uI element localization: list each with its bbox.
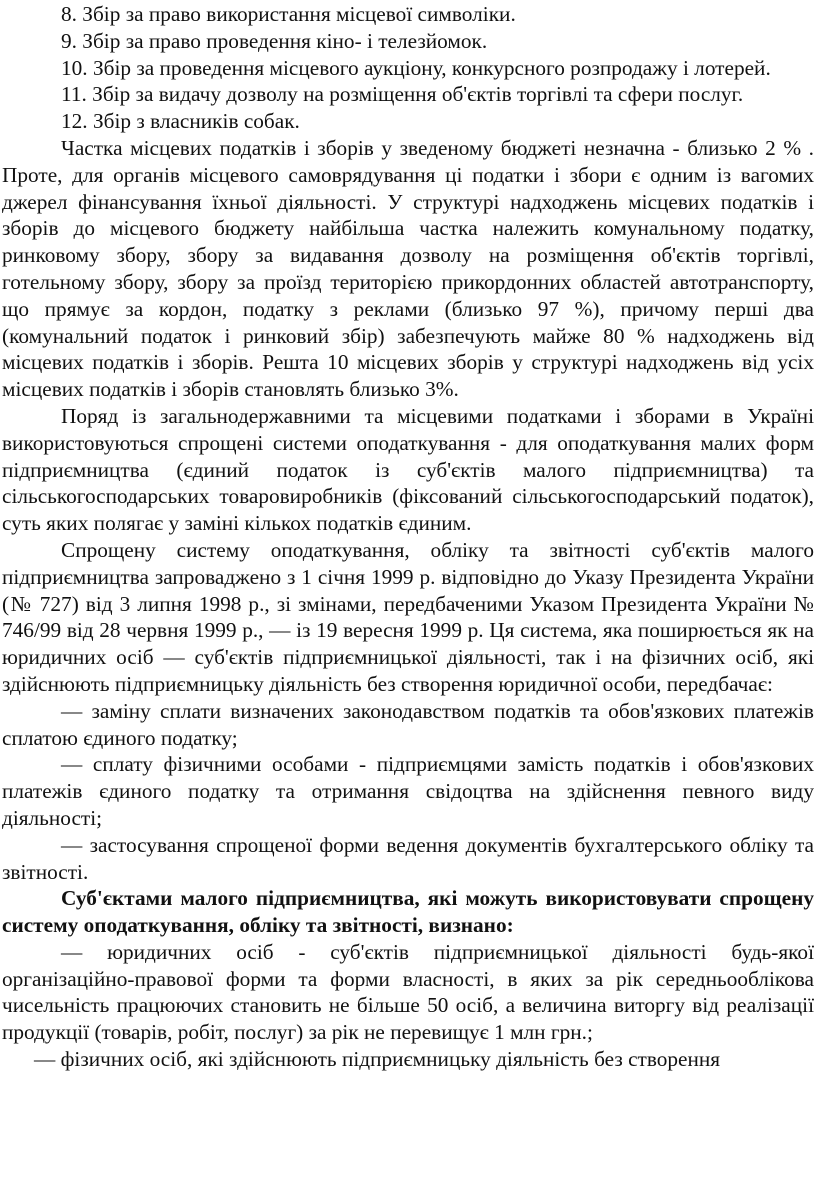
list-item-12: 12. Збір з власників собак. (61, 109, 300, 134)
dash-item-individuals: — фізичних осіб, які здійснюють підприємницьку діяльність без створення (34, 1047, 721, 1072)
document-page (2, 0, 814, 1073)
dash-item-legal-entities: — юридичних осіб - суб'єктів підприємницької діяльності будь-якої організаційно-правової форми та форми власності, в яких за рік середньооблікова чисельність працюючих становить не більше 50 осіб, а величина виторгу від реалізації продукції (товарів, робіт, послуг) за рік не перевищує 1 млн грн.; (2, 939, 814, 1045)
list-item-10: 10. Збір за проведення місцевого аукціону, конкурсного розпродажу і лотерей. (61, 55, 771, 80)
list-item-8: 8. Збір за право використання місцевої символіки. (61, 2, 516, 26)
list-item-11: 11. Збір за видачу дозволу на розміщення об'єктів торгівлі та сфери послуг. (61, 82, 744, 107)
paragraph-local-taxes-share: Частка місцевих податків і зборів у зведеному бюджеті незначна - близько 2 % . Проте, для органів місцевого самоврядування ці податки і збори є одним із вагомих джерел фінансування їхньої діяльності. У структурі надходжень місцевих податків і зборів до місцевого бюджету найбільша частка належить комунальному податку, ринковому збору, збору за видавання дозволу на розміщення об'єктів торгівлі, готельному збору, збору за проїзд територією прикордонних областей автотранспорту, що прямує за кордон, податку з реклами (близько 97 %), причому перші два (комунальний податок і ринковий збір) забезпечують майже 80 % надходжень від місцевих податків і зборів. Решта 10 місцевих зборів у структурі надходжень від усіх місцевих податків і зборів становлять близько 3%. (2, 135, 814, 402)
dash-item-accounting: — застосування спрощеної форми ведення документів бухгалтерського обліку та звітності. (2, 832, 814, 884)
list-item-9: 9. Збір за право проведення кіно- і телезйомок. (61, 28, 488, 53)
bold-heading-small-business: Суб'єктами малого підприємництва, які можуть використовувати спрощену систему оподаткування, обліку та звітності, визнано: (2, 886, 814, 938)
paragraph-simplified-system-intro: Спрощену систему оподаткування, обліку та звітності суб'єктів малого підприємництва запроваджено з 1 січня 1999 р. відповідно до Указу Президента України (№ 727) від 3 липня 1998 р., зі змінами, передбаченими Указом Президента України № 746/99 від 28 червня 1999 р., — із 19 вересня 1999 р. Ця система, яка поширюється як на юридичних осіб — суб'єктів підприємницької діяльності, так і на фізичних осіб, які здійснюють підприємницьку діяльність без створення юридичної особи, передбачає: (2, 537, 814, 696)
paragraph-simplified-systems: Поряд із загальнодержавними та місцевими податками і зборами в Україні використовуються спрощені системи оподаткування - для оподаткування малих форм підприємництва (єдиний податок із суб'єктів малого підприємництва) та сільськогосподарських товаровиробників (фіксований сільськогосподарський податок), суть яких полягає у заміні кількох податків єдиним. (2, 403, 814, 536)
dash-item-replacement: — заміну сплати визначених законодавством податків та обов'язкових платежів сплатою єдиного податку; (2, 698, 814, 750)
dash-item-payment: — сплату фізичними особами - підприємцями замість податків і обов'язкових платежів єдиного податку та отримання свідоцтва на здійснення певного виду діяльності; (2, 752, 814, 830)
